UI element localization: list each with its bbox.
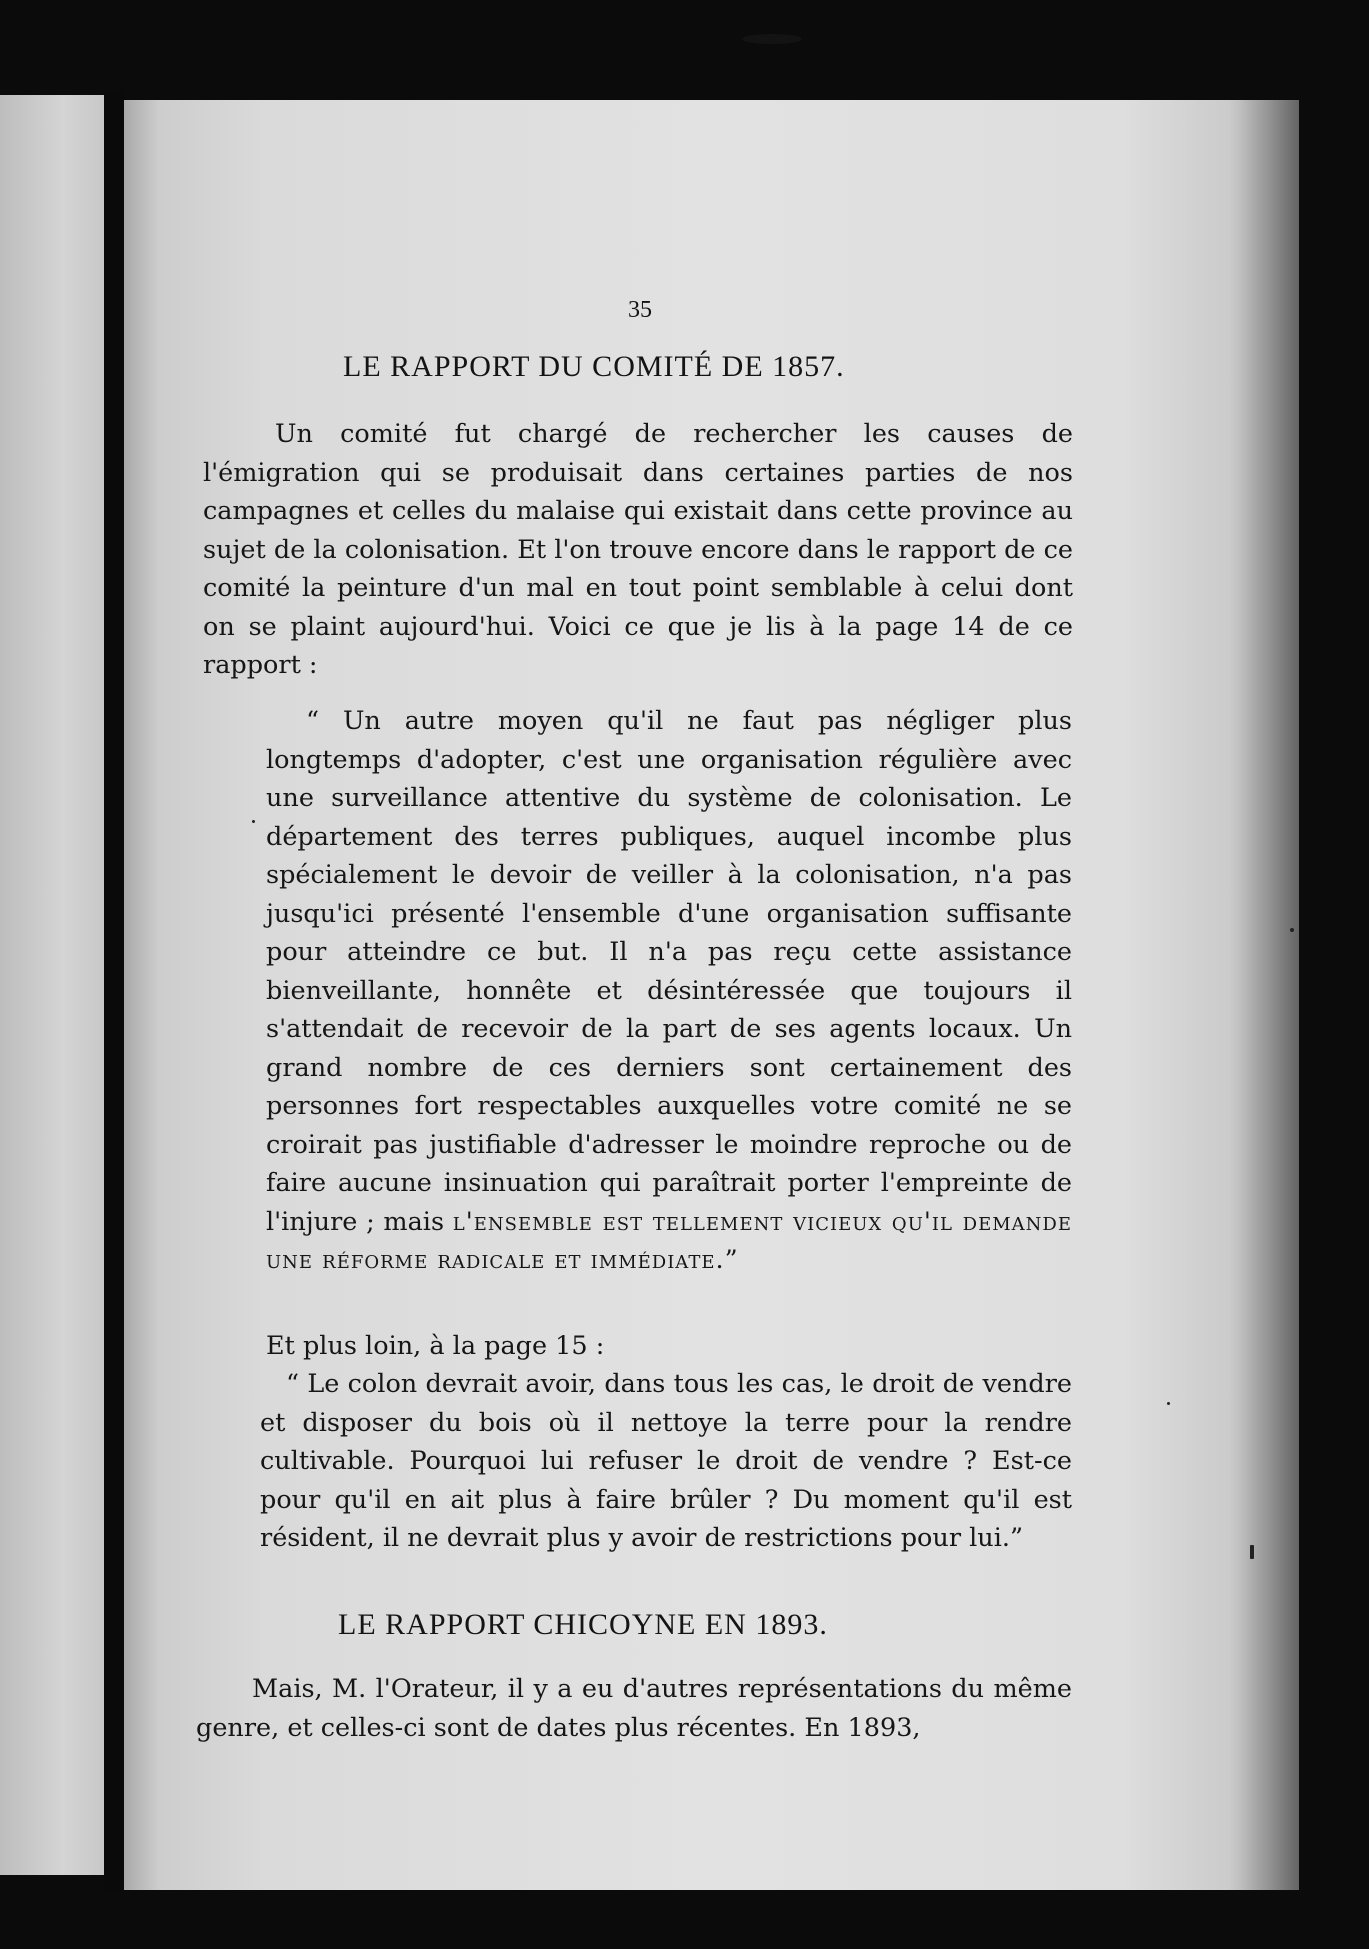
scan-speck [1290,928,1294,932]
quote-page-15: “ Le colon devrait avoir, dans tous les cas, le droit de vendre et disposer du bois où il nettoye la terre pour la rendre cultivable. Pourquoi lui refuser le droit de vendre ? Est-ce pour qu'il en ait plus à faire brûler ? Du moment qu'il est résident, il ne devrait plus y avoir de restrictions pour lui.” [260,1369,1072,1553]
paragraph-chicoyne: Mais, M. l'Orateur, il y a eu d'autres représentations du même genre, et celles-ci sont de dates plus récentes. En 1893, [196,1674,1072,1743]
page-gutter [104,90,124,1890]
quote-page-14 [266,702,1072,1280]
page-number: 35 [628,297,652,323]
section-heading-1857: LE RAPPORT DU COMITÉ DE 1857. [343,350,845,383]
quote-page-14-text: “ Un autre moyen qu'il ne faut pas négliger plus longtemps d'adopter, c'est une organisation régulière avec une surveillance attentive du système de colonisation. Le département des terres publiques, auquel incombe plus spécialement le devoir de veiller à la colonisation, n'a pas jusqu'ici présenté l'ensemble d'une organisation suffisante pour atteindre ce but. Il n'a pas reçu cette assistance bienveillante, honnête et désintéressée que toujours il s'attendait de recevoir de la part de ses agents locaux. Un grand nombre de ces derniers sont certainement des personnes fort respectables auxquelles votre comité ne se croirait pas justifiable d'adresser le moindre reproche ou de faire aucune insinuation qui paraîtrait porter l'empreinte de l'injure ; mais [266,706,1072,1237]
facing-page-edge [0,95,104,1875]
paragraph-comite: Un comité fut chargé de rechercher les causes de l'émigration qui se produisait dans certaines parties de nos campagnes et celles du malaise qui existait dans cette province au sujet de la colonisation. Et l'on trouve encore dans le rapport de ce comité la peinture d'un mal en tout point semblable à celui dont on se plaint aujourd'hui. Voici ce que je lis à la page 14 de ce rapport : [203,419,1073,680]
quote-page-14-emphasis: l'ensemble est tellement vicieux qu'il demande une réforme radicale et immédiate.” [266,1206,1072,1275]
scan-speck [252,820,255,823]
scan-smudge [742,34,802,44]
scan-speck [1250,1545,1254,1559]
paragraph-page-15: Et plus loin, à la page 15 : [266,1331,605,1361]
section-heading-1893: LE RAPPORT CHICOYNE EN 1893. [338,1608,828,1641]
scan-speck [1167,1402,1170,1405]
